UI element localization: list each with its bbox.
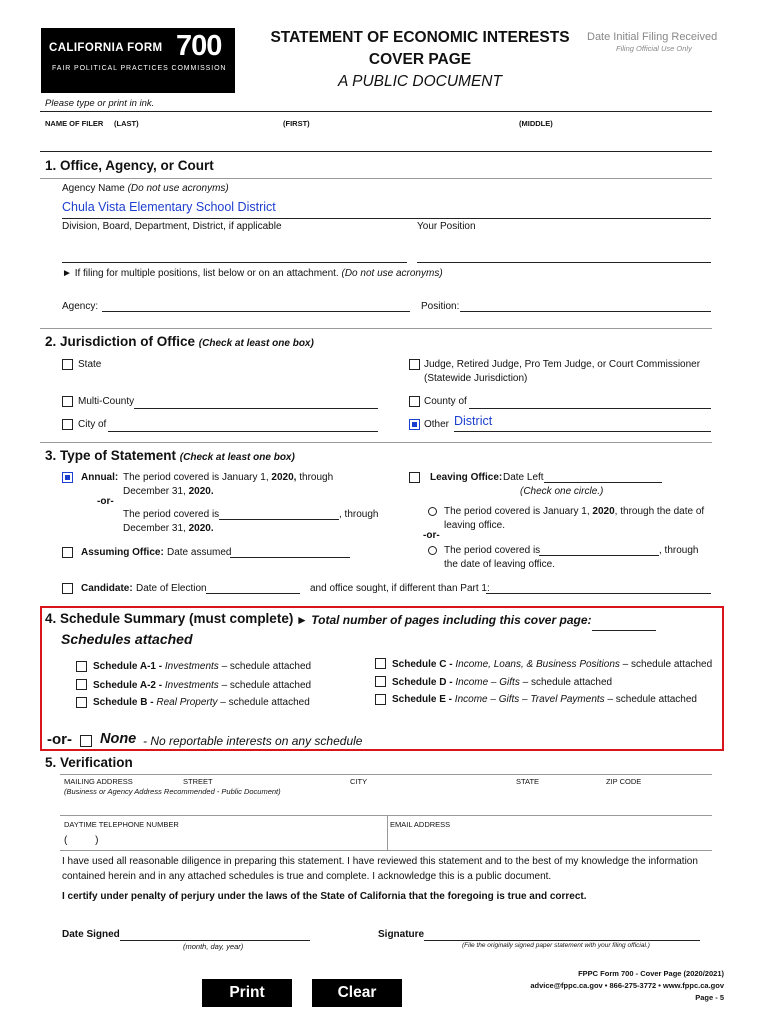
title-line2: COVER PAGE — [368, 51, 472, 68]
division-field[interactable] — [62, 248, 407, 263]
divider — [387, 815, 388, 850]
leave-year: 2020 — [592, 506, 615, 517]
arrow-right-icon: ► — [62, 268, 72, 279]
none-desc: - No reportable interests on any schedule — [143, 734, 363, 748]
divider — [40, 442, 712, 443]
title-line1: STATEMENT OF ECONOMIC INTERESTS — [270, 29, 570, 46]
section4-title: 4. Schedule Summary (must complete) — [45, 611, 294, 626]
total-pages-label — [296, 613, 592, 627]
section2-hint: (Check at least one box) — [198, 338, 314, 349]
other-label: Other — [424, 419, 450, 430]
date-hint: (month, day, year) — [183, 942, 244, 951]
agency-name-field[interactable]: Chula Vista Elementary School District — [62, 200, 711, 219]
section3-title-text: 3. Type of Statement — [45, 448, 177, 463]
position-field[interactable] — [417, 248, 711, 263]
period-start-field[interactable] — [219, 508, 339, 520]
office-sought-label: and office sought, if different than Part 1: — [310, 583, 490, 594]
a1-suffix: – schedule attached — [221, 661, 312, 672]
date-election-field[interactable] — [206, 582, 300, 594]
schedule-b-checkbox[interactable] — [76, 697, 87, 708]
multi-county-label: Multi-County — [78, 396, 135, 407]
clear-button[interactable]: Clear — [312, 979, 402, 1007]
footer-info — [420, 968, 724, 1004]
total-pages-text: Total number of pages including this cover page: — [311, 613, 592, 627]
period-end-label — [123, 523, 214, 534]
none-label: None — [100, 731, 137, 747]
filer-name-field[interactable] — [40, 129, 712, 151]
candidate-label: Candidate: — [81, 583, 133, 594]
annual-through: through — [299, 472, 334, 483]
division-label: Division, Board, Department, District, if applicable — [62, 221, 282, 232]
divider — [60, 850, 712, 851]
divider — [40, 151, 712, 152]
a2-suffix: – schedule attached — [221, 680, 312, 691]
leave-period-field[interactable] — [539, 544, 659, 556]
a1-desc: Investments — [164, 661, 219, 672]
page-number: Page - 5 — [695, 993, 724, 1002]
form-badge — [41, 28, 235, 93]
schedule-e-checkbox[interactable] — [375, 694, 386, 705]
judge-sub-label: (Statewide Jurisdiction) — [424, 373, 528, 384]
assuming-checkbox[interactable] — [62, 547, 73, 558]
office-sought-field[interactable] — [486, 582, 711, 594]
signature-label: Signature — [378, 929, 425, 940]
divider — [40, 178, 712, 179]
divider — [60, 815, 712, 816]
county-field[interactable] — [469, 395, 711, 409]
b-desc: Real Property — [156, 697, 218, 708]
agency-name-label — [62, 183, 229, 194]
d-name: Schedule D - — [392, 677, 453, 688]
section2-title-text: 2. Jurisdiction of Office — [45, 334, 196, 349]
address-note: (Business or Agency Address Recommended - Public Document) — [64, 787, 281, 796]
date-left-label: Date Left — [503, 472, 544, 483]
form-reference: FPPC Form 700 - Cover Page (2020/2021) — [578, 969, 724, 978]
date-signed-field[interactable] — [120, 928, 310, 941]
date-assumed-label: Date assumed — [167, 547, 232, 558]
divider — [60, 774, 712, 775]
c-suffix: – schedule attached — [622, 659, 713, 670]
leaving-label: Leaving Office: — [430, 472, 503, 483]
position-short-field[interactable] — [460, 298, 711, 312]
schedule-c-checkbox[interactable] — [375, 658, 386, 669]
leave-opt1b: , through the date of — [614, 506, 705, 517]
date-assumed-field[interactable] — [230, 546, 350, 558]
signature-hint: (File the originally signed paper statement with your filing official.) — [462, 942, 650, 949]
mailing-label: MAILING ADDRESS — [64, 777, 133, 786]
leaving-checkbox[interactable] — [409, 472, 420, 483]
zip-label: ZIP CODE — [606, 777, 642, 786]
a2-name: Schedule A-2 - — [93, 680, 163, 691]
diligence-statement: I have used all reasonable diligence in preparing this statement. I have reviewed this statement and to the best of my knowledge the information contained herein and in any attached schedules is true and complete. I acknowledge this is a public document. — [62, 856, 698, 882]
schedule-b-label — [93, 697, 310, 708]
annual-year: 2020, — [271, 472, 297, 483]
b-name: Schedule B - — [93, 697, 154, 708]
none-checkbox[interactable] — [80, 735, 92, 747]
county-of-label: County of — [424, 396, 467, 407]
c-desc: Income, Loans, & Business Positions — [455, 659, 620, 670]
other-checkbox[interactable] — [409, 419, 420, 430]
judge-checkbox[interactable] — [409, 359, 420, 370]
e-desc: Income – Gifts – Travel Payments — [454, 694, 605, 705]
leave-option2-radio[interactable] — [428, 546, 437, 555]
leave-option2-text: The period covered is — [444, 545, 541, 556]
schedule-a1-label — [93, 661, 311, 672]
judge-label: Judge, Retired Judge, Pro Tem Judge, or Court Commissioner — [424, 359, 701, 370]
d-desc: Income – Gifts — [455, 677, 520, 688]
annual-period-line1 — [123, 472, 333, 483]
b-suffix: – schedule attached — [220, 697, 310, 708]
multiple-positions-note — [62, 268, 443, 279]
agency-name-text: Agency Name — [62, 183, 125, 194]
leave-option2-line2: the date of leaving office. — [444, 559, 556, 570]
schedule-a2-checkbox[interactable] — [76, 679, 87, 690]
multiple-hint: (Do not use acronyms) — [341, 268, 443, 279]
email-field[interactable] — [392, 832, 710, 848]
form-number: 700 — [176, 30, 222, 62]
last-label: (LAST) — [114, 119, 139, 128]
leave-option1-radio[interactable] — [428, 507, 437, 516]
filer-name-label: NAME OF FILER — [45, 119, 104, 128]
state-label-addr: STATE — [516, 777, 540, 786]
agency-label: FAIR POLITICAL PRACTICES COMMISSION — [52, 65, 227, 72]
schedules-attached-label: Schedules attached — [61, 631, 193, 647]
certify-statement: I certify under penalty of perjury under the laws of the State of California that the foregoing is true and correct. — [62, 891, 587, 902]
through-label: , through — [339, 509, 379, 520]
agency-short-field[interactable] — [102, 298, 410, 312]
or-label: -or- — [423, 530, 440, 541]
print-button[interactable]: Print — [202, 979, 292, 1007]
your-position-label: Your Position — [417, 221, 476, 232]
filing-received: Date Initial Filing Received — [587, 31, 718, 43]
period-covered-label: The period covered is — [123, 509, 220, 520]
first-label: (FIRST) — [283, 119, 310, 128]
city-of-label: City of — [78, 419, 107, 430]
agency-hint: (Do not use acronyms) — [127, 183, 229, 194]
section5-title: 5. Verification — [45, 755, 133, 770]
date-left-field[interactable] — [544, 471, 662, 483]
a1-name: Schedule A-1 - — [93, 661, 163, 672]
subtitle: A PUBLIC DOCUMENT — [338, 73, 502, 90]
or-none-label: -or- — [47, 731, 72, 748]
annual-period-line2 — [123, 486, 214, 497]
multiple-text: If filing for multiple positions, list below or on an attachment. — [74, 268, 339, 279]
schedule-a2-label — [93, 680, 311, 691]
check-one-label: (Check one circle.) — [520, 486, 604, 497]
date-signed-label: Date Signed — [62, 929, 120, 940]
contact-info: advice@fppc.ca.gov • 866-275-3772 • www.fppc.ca.gov — [530, 981, 724, 990]
assuming-label: Assuming Office: — [81, 547, 164, 558]
leave-option1-line2: leaving office. — [444, 520, 505, 531]
city-field[interactable] — [108, 418, 378, 432]
city-label: CITY — [350, 777, 368, 786]
c-name: Schedule C - — [392, 659, 453, 670]
position-short-label: Position: — [421, 301, 460, 312]
or-label: -or- — [97, 496, 114, 507]
street-label: STREET — [183, 777, 213, 786]
other-field[interactable]: District — [454, 414, 711, 432]
date-election-label: Date of Election — [136, 583, 207, 594]
period-dec-year: 2020. — [188, 523, 214, 534]
schedule-d-label — [392, 677, 612, 688]
period-dec: December 31, — [123, 523, 186, 534]
leave-through: , through — [659, 545, 699, 556]
section2-title — [45, 334, 314, 349]
e-suffix: – schedule attached — [607, 694, 697, 705]
phone-field[interactable]: ( ) — [64, 835, 99, 846]
signature-field[interactable] — [424, 928, 700, 941]
candidate-checkbox[interactable] — [62, 583, 73, 594]
schedule-c-label — [392, 659, 712, 670]
annual-dec-year: 2020. — [188, 486, 214, 497]
schedule-d-checkbox[interactable] — [375, 676, 386, 687]
a2-desc: Investments — [164, 680, 219, 691]
annual-label: Annual: — [81, 472, 119, 483]
city-checkbox[interactable] — [62, 419, 73, 430]
leave-option1-text — [444, 506, 704, 517]
state-checkbox[interactable] — [62, 359, 73, 370]
multi-county-checkbox[interactable] — [62, 396, 73, 407]
section3-title — [45, 448, 295, 463]
section3-hint: (Check at least one box) — [179, 452, 295, 463]
state-label: State — [78, 359, 102, 370]
leave-opt1a: The period covered is January 1, — [444, 506, 590, 517]
e-name: Schedule E - — [392, 694, 453, 705]
annual-checkbox[interactable] — [62, 472, 73, 483]
d-suffix: – schedule attached — [522, 677, 613, 688]
middle-label: (MIDDLE) — [519, 119, 553, 128]
annual-dec: December 31, — [123, 486, 186, 497]
ink-instruction: Please type or print in ink. — [45, 98, 155, 109]
arrow-right-icon: ► — [296, 613, 308, 627]
email-label: EMAIL ADDRESS — [390, 820, 451, 829]
multi-county-field[interactable] — [134, 395, 378, 409]
schedule-a1-checkbox[interactable] — [76, 661, 87, 672]
official-use: Filing Official Use Only — [616, 44, 692, 53]
schedule-e-label — [392, 694, 697, 705]
divider — [40, 111, 712, 112]
county-checkbox[interactable] — [409, 396, 420, 407]
annual-text: The period covered is January 1, — [123, 472, 269, 483]
total-pages-field[interactable] — [592, 616, 656, 631]
divider — [40, 328, 712, 329]
phone-label: DAYTIME TELEPHONE NUMBER — [64, 820, 179, 829]
address-field[interactable] — [60, 796, 712, 814]
agency-short-label: Agency: — [62, 301, 99, 312]
section1-title: 1. Office, Agency, or Court — [45, 158, 214, 173]
form-label: CALIFORNIA FORM — [49, 42, 163, 54]
